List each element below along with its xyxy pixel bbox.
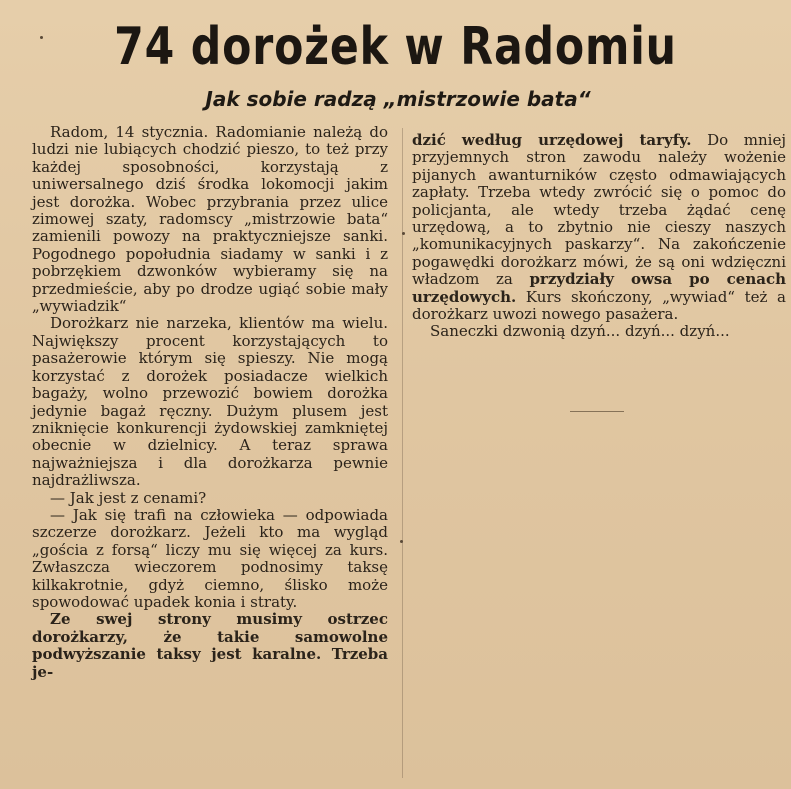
paragraph-question: — Jak jest z cenami? xyxy=(50,488,207,507)
warning-bold-text: Ze swej strony musimy ostrzec dorożkarzy, że takie samowolne podwyższanie taksy jest karalne. Trzeba je- xyxy=(32,610,388,681)
right-column xyxy=(412,132,786,341)
paragraph-clients: Dorożkarz nie narzeka, klientów ma wielu. Największy procent korzystających to pasażerowie którym się spieszy. Nie mogą korzystać z dorożek posiadacze wielkich bagaży, wolno przewozić bowiem dorożka jedynie bagaż ręczny. Dużym plusem jest zniknięcie konkurencji żydowskiej zamkniętej obecnie w dzielnicy. A teraz sprawa najważniejsza i dla dorożkarza pewnie najdrażliwsza. xyxy=(32,314,388,490)
tariff-bold-text: dzić według urzędowej taryfy. xyxy=(412,131,692,149)
end-rule xyxy=(570,411,624,412)
headline: 74 dorożek w Radomiu xyxy=(114,17,677,77)
print-speck xyxy=(402,232,405,235)
paragraph-intro: Radom, 14 stycznia. Radomianie należą do ludzi nie lubiących chodzić pieszo, to też przy każdej sposobności, korzystają z uniwersalnego dziś środka lokomocji jakim jest dorożka. Wobec przybrania przez ulice zimowej szaty, radomscy „mistrzowie bata“ zamienili powozy na praktyczniejsze sanki. Pogodnego popołudnia siadamy w sanki i z pobrzękiem dzwonków wybieramy się na przedmieście, aby po drodze ugiąć sobie mały „wywiadzik“ xyxy=(32,123,388,316)
paragraph-answer: — Jak się trafi na człowieka — odpowiada szczerze dorożkarz. Jeżeli kto ma wygląd „gościa z forsą“ liczy mu się więcej za kurs. Zwłaszcza wieczorem podnosimy taksę kilkakrotnie, gdyż ciemno, ślisko może spowodować upadek konia i straty. xyxy=(32,505,388,611)
column-divider xyxy=(402,128,403,778)
print-speck xyxy=(40,36,43,39)
paragraph-closing: Saneczki dzwonią dzyń... dzyń... dzyń... xyxy=(430,322,730,341)
oats-bold-text: przydziały owsa po cenach urzędowych. xyxy=(412,270,786,306)
paragraph-ride-over: Kurs skończony, „wywiad“ też a dorożkarz uwozi nowego pasażera. xyxy=(412,287,786,324)
paragraph-warning xyxy=(32,611,388,681)
paragraph-continuation xyxy=(412,132,786,323)
left-column xyxy=(32,124,388,681)
subheadline: Jak sobie radzą „mistrzowie bata“ xyxy=(205,87,591,111)
print-speck xyxy=(400,540,403,543)
paragraph-drunks: Do mniej przyjemnych stron zawodu należy wożenie pijanych awanturników często odmawiających zapłaty. Trzeba wtedy zwrócić się o pomoc do policjanta, ale wtedy trzeba żądać cenę urzędową, a to zbytnio nie cieszy naszych „komunikacyjnych paskarzy“. Na zakończenie pogawędki dorożkarz mówi, że są oni wdzięczni władzom za xyxy=(412,131,786,289)
